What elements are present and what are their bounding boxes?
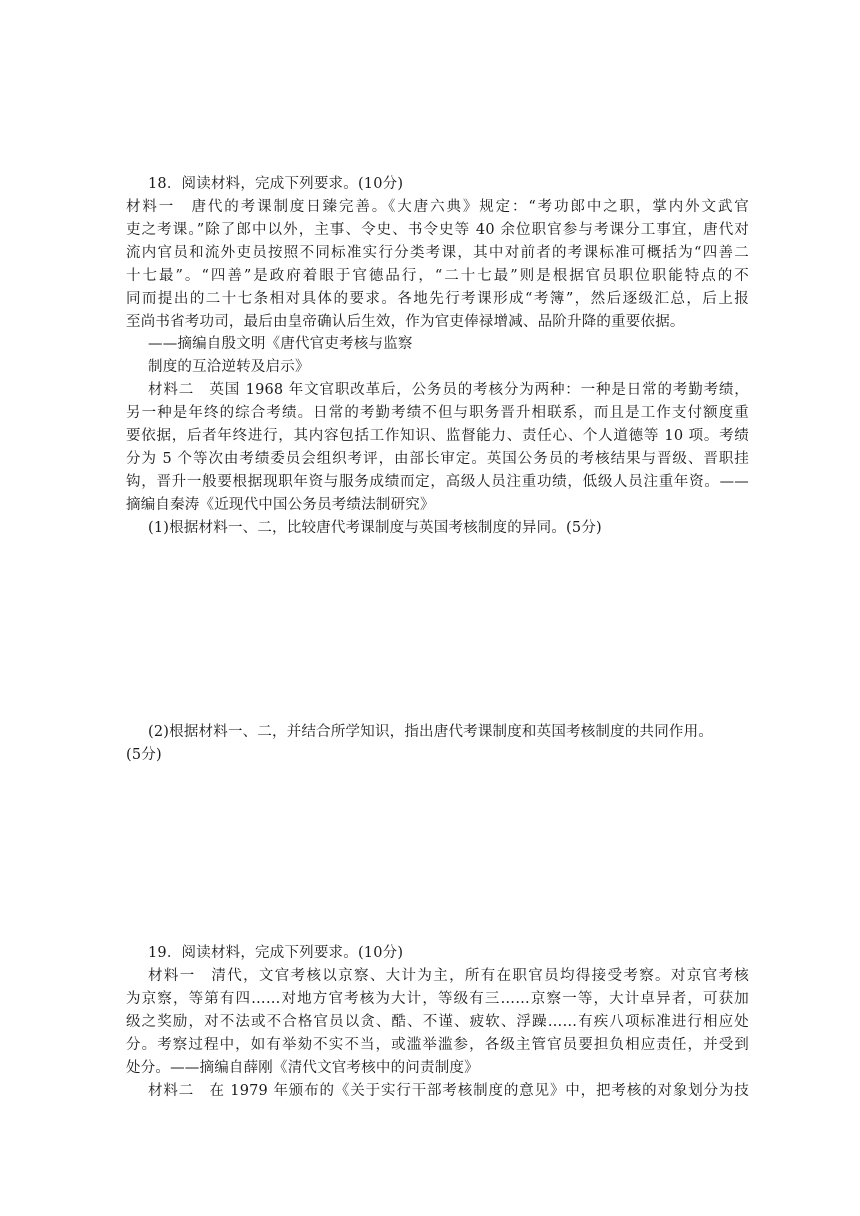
q18-title: 18．阅读材料，完成下列要求。(10分) xyxy=(148,176,404,192)
q18-material1-line: 十七最”。“四善”是政府着眼于官德品行，“二十七最”则是根据官员职位职能特点的不 xyxy=(126,268,749,284)
q18-material1-source: 制度的互洽逆转及启示》 xyxy=(148,359,310,375)
q18-subquestion-2: (2)根据材料一、二，并结合所学知识，指出唐代考课制度和英国考核制度的共同作用。 xyxy=(148,724,714,740)
q18-material1-line: 流内官员和流外吏员按照不同标准实行分类考课，其中对前者的考课标准可概括为“四善二 xyxy=(126,245,749,261)
q18-material1-line: 材料一 唐代的考课制度日臻完善。《大唐六典》规定：“考功郎中之职，掌内外文武官 xyxy=(126,199,749,215)
q19-material1-line: 级之奖励，对不法或不合格官员以贪、酷、不谨、疲软、浮躁……有疾八项标准进行相应处 xyxy=(126,1014,749,1030)
q18-material2-line: 要依据，后者年终进行，其内容包括工作知识、监督能力、责任心、个人道德等 10 项。考绩 xyxy=(126,428,749,444)
q18-material1-line: 吏之考课。”除了郎中以外，主事、令史、书令史等 40 余位职官参与考课分工事宜，唐代对 xyxy=(126,222,749,238)
q18-material2-line: 另一种是年终的综合考绩。日常的考勤考绩不但与职务晋升相联系，而且是工作支付额度重 xyxy=(126,405,749,421)
q18-subquestion-1: (1)根据材料一、二，比较唐代考课制度与英国考核制度的异同。(5分) xyxy=(148,520,602,536)
q19-material1-line: 材料一 清代，文官考核以京察、大计为主，所有在职官员均得接受考察。对京官考核 xyxy=(148,968,749,984)
q19-material1-line: 为京察，等第有四……对地方官考核为大计，等级有三……京察一等，大计卓异者，可获加 xyxy=(126,991,749,1007)
q18-material1-line: 同而提出的二十七条相对具体的要求。各地先行考课形成“考簿”，然后逐级汇总，后上报 xyxy=(126,291,749,307)
q19-title: 19．阅读材料，完成下列要求。(10分) xyxy=(148,945,404,961)
q19-material1-line: 分。考察过程中，如有举劾不实不当，或滥举滥参，各级主管官员要担负相应责任，并受到 xyxy=(126,1037,749,1053)
q18-material2-line: 摘编自秦涛《近现代中国公务员考绩法制研究》 xyxy=(126,497,435,513)
q18-material2-line: 材料二 英国 1968 年文官职改革后，公务员的考核分为两种：一种是日常的考勤考绩， xyxy=(148,382,749,398)
q18-material2-line: 钩，晋升一般要根据现职年资与服务成绩而定，高级人员注重功绩，低级人员注重年资。—— xyxy=(126,474,749,490)
q19-material1-line: 处分。——摘编自薛刚《清代文官考核中的问责制度》 xyxy=(126,1060,479,1076)
q18-subquestion-2: (5分) xyxy=(126,747,162,763)
q18-material1-line: 至尚书省考功司，最后由皇帝确认后生效，作为官吏俸禄增减、品阶升降的重要依据。 xyxy=(126,314,685,330)
q18-material1-source: ——摘编自殷文明《唐代官吏考核与监察 xyxy=(148,336,413,352)
q19-material2-line: 材料二 在 1979 年颁布的《关于实行干部考核制度的意见》中，把考核的对象划分为技 xyxy=(148,1083,749,1099)
q18-material2-line: 分为 5 个等次由考绩委员会组织考评，由部长审定。英国公务员的考核结果与晋级、晋职挂 xyxy=(126,451,749,467)
